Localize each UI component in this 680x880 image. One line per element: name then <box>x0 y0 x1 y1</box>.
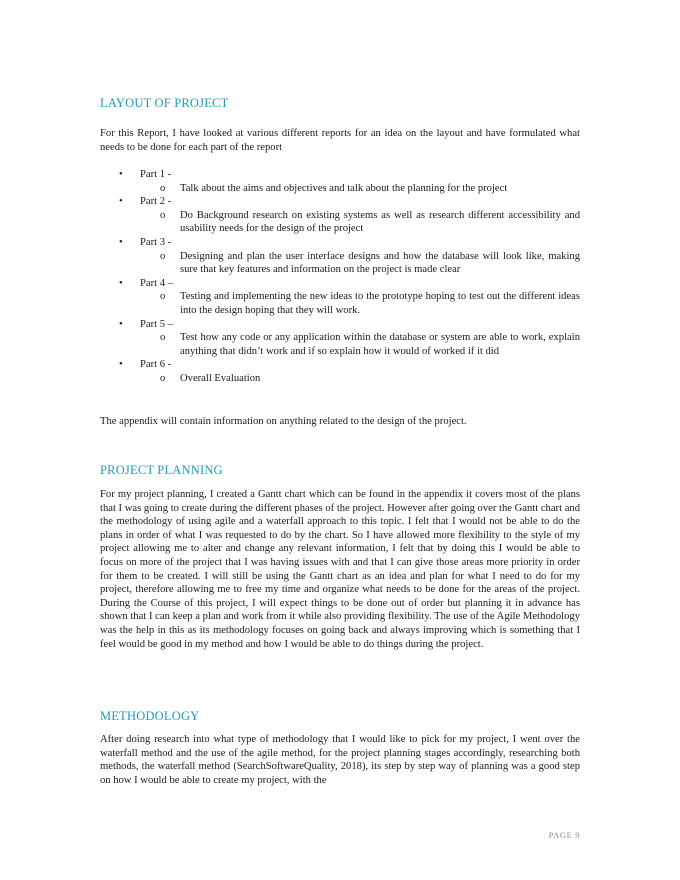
part-description: Test how any code or any application within the database or system are able to work, explain anything that didn’t work and if so explain how it would of worked if it did <box>180 332 580 357</box>
part-description: Testing and implementing the new ideas to the prototype hoping to test out the different ideas into the design hoping that they will work. <box>180 291 580 316</box>
section-heading-methodology: METHODOLOGY <box>100 709 200 723</box>
part-label: Part 6 - <box>140 359 172 371</box>
bullet-icon: • <box>119 236 123 248</box>
part-description: Do Background research on existing systems as well as research different accessibility and usability needs for the design of the project <box>180 209 580 235</box>
appendix-note: The appendix will contain information on anything related to the design of the project. <box>100 416 467 427</box>
part-label: Part 5 – <box>140 318 173 330</box>
part-description: Talk about the aims and objectives and talk about the planning for the project <box>180 182 508 194</box>
part-label: Part 1 - <box>140 169 172 180</box>
sub-list-item <box>100 182 580 196</box>
page-number: PAGE 9 <box>548 830 580 840</box>
list-item-part-6 <box>100 358 580 385</box>
sub-bullet-icon: o <box>160 250 166 262</box>
planning-paragraph: For my project planning, I created a Gantt chart which can be found in the appendix it covers most of the plans that I was going to create during the different phases of the project. However after going over the Gantt chart and the methodology of using agile and a waterfall approach to this topic. I felt that I would not be able to do the plans in order of what I was requested to do by the chart. So I have allowed more flexibility to the style of my project allowing me to alter and change any relevant information, I felt that by doing this I would be able to focus on more of the project that I was having issues with and that I can give those areas more priority in order for them to be created. I will still be using the Gantt chart as an idea and plan for what I need to do for my project, therefore allowing me to free my time and organize what needs to be done for the areas of the project. During the Course of this project, I will expect things to be done out of order but planning it in advance has shown that I can keep a plan and work from it while also providing flexibility. The use of the Agile Methodology was the help in this as its methodology focuses on going back and always improving which is something that I feel would be good in my method and how I would be able to do things during the project. <box>100 489 580 650</box>
list-item-part-2 <box>100 195 580 236</box>
part-label: Part 2 - <box>140 196 172 208</box>
sub-bullet-icon: o <box>160 372 166 384</box>
sub-bullet-icon: o <box>160 291 166 303</box>
sub-list-item <box>100 209 580 236</box>
layout-intro-paragraph: For this Report, I have looked at various different reports for an idea on the layout and have formulated what needs to be done for each part of the report <box>100 128 580 153</box>
bullet-icon: • <box>119 277 123 289</box>
sub-list-item <box>100 331 580 358</box>
part-description: Overall Evaluation <box>180 372 261 384</box>
methodology-paragraph: After doing research into what type of methodology that I would like to pick for my project, I went over the waterfall method and the use of the agile method, for the project planning stages accordingly, researching both methods, the waterfall method (SearchSoftwareQuality, 2018), its step by step way of planning was a good step on how I would be able to create my project, with the <box>100 734 580 786</box>
sub-list-item <box>100 290 580 317</box>
list-item-part-4 <box>100 277 580 318</box>
bullet-icon: • <box>119 196 123 208</box>
part-label: Part 3 - <box>140 236 172 248</box>
list-item-part-5 <box>100 318 580 359</box>
sub-bullet-icon: o <box>160 209 166 221</box>
parts-list <box>100 168 580 386</box>
sub-list-item <box>100 250 580 277</box>
bullet-icon: • <box>119 318 123 330</box>
sub-bullet-icon: o <box>160 182 166 194</box>
bullet-icon: • <box>119 359 123 371</box>
part-description: Designing and plan the user interface designs and how the database will look like, making sure that key features and information on the project is made clear <box>180 250 580 276</box>
section-heading-layout: LAYOUT OF PROJECT <box>100 96 229 110</box>
sub-bullet-icon: o <box>160 332 166 344</box>
section-heading-planning: PROJECT PLANNING <box>100 463 223 477</box>
bullet-icon: • <box>119 169 123 180</box>
list-item-part-1 <box>100 168 580 195</box>
part-label: Part 4 – <box>140 277 173 289</box>
list-item-part-3 <box>100 236 580 277</box>
sub-list-item <box>100 372 580 386</box>
